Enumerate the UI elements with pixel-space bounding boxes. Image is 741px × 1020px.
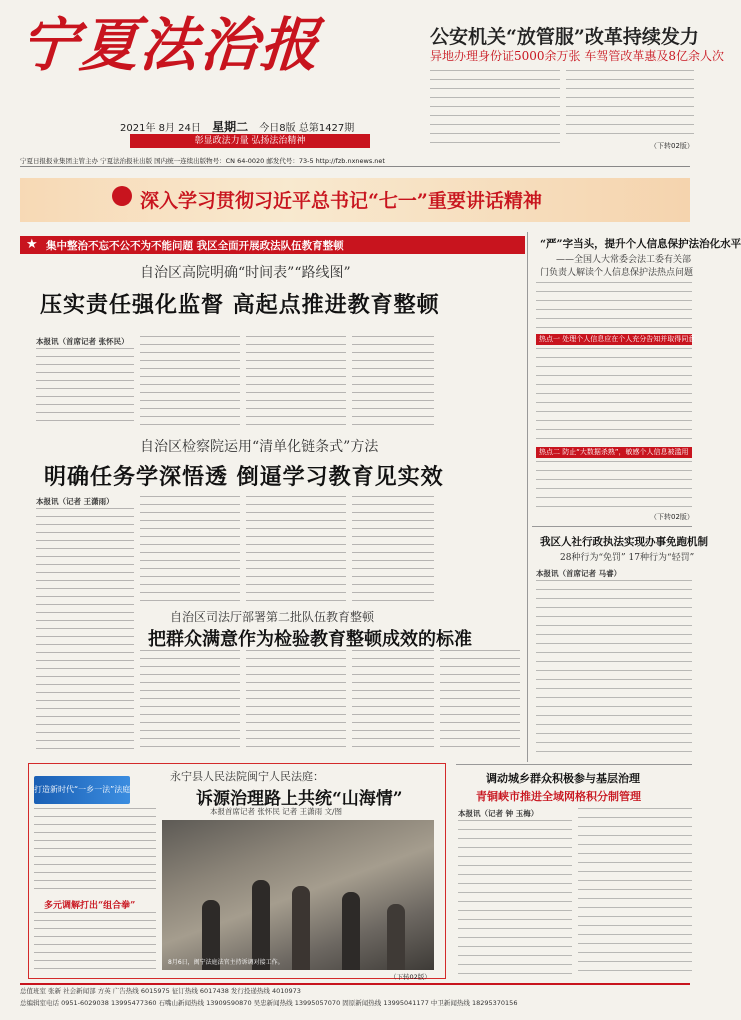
sidebar-divider bbox=[532, 526, 692, 527]
sidebar1-headline: “严”字当头，提升个人信息保护法治化水平 bbox=[540, 238, 741, 250]
sidebar1-body-b bbox=[536, 348, 692, 444]
photo-figure bbox=[387, 904, 405, 970]
photo-figure bbox=[342, 892, 360, 970]
article2-headline: 明确任务学深悟透 倒逼学习教育见实效 bbox=[44, 464, 444, 490]
masthead-weekday: 星期二 bbox=[212, 120, 249, 134]
sidebar2-headline: 我区人社行政执法实现办事免跑机制 bbox=[540, 536, 708, 548]
photo-caption: 8月6日，闽宁法庭法官主持诉调对接工作。 bbox=[168, 959, 284, 966]
feature-subhead: 多元调解打出“组合拳” bbox=[44, 901, 136, 911]
article2-body-col4 bbox=[352, 496, 434, 606]
masthead-date-line bbox=[120, 118, 354, 135]
sidebar3-byline: 本报讯（记者 钟 玉梅） bbox=[458, 809, 539, 818]
article3-body-col5 bbox=[440, 650, 520, 754]
footer-line2: 总值班室 张新 社会新闻部 方英 广告热线 6015975 征订热线 6017438 发行投递热线 4010973 bbox=[20, 987, 301, 995]
article3-body-col3 bbox=[246, 650, 346, 754]
column-divider bbox=[527, 232, 528, 762]
masthead bbox=[17, 10, 410, 120]
sidebar2-sub: 28种行为“免罚” 17种行为“轻罚” bbox=[560, 553, 695, 563]
sidebar1-sub1: ——全国人大常委会法工委有关部 bbox=[556, 255, 692, 265]
top-story-body-left bbox=[430, 70, 560, 150]
article1-body-col3 bbox=[246, 336, 346, 428]
feature-byline: 本报首席记者 张怀民 记者 王潇雨 文/图 bbox=[210, 807, 343, 816]
sidebar1-pill2: 热点二 防止“大数据杀熟”，敏感个人信息被滥用 bbox=[536, 447, 692, 458]
top-story-body-right bbox=[566, 70, 694, 140]
section-bar-star-icon: ★ bbox=[26, 237, 38, 252]
masthead-issue: 今日8版 总第1427期 bbox=[259, 123, 355, 134]
article2-body-col3 bbox=[246, 496, 346, 606]
article3-kicker: 自治区司法厅部署第二批队伍教育整顿 bbox=[170, 610, 375, 624]
article2-byline: 本报讯（记者 王潇雨） bbox=[36, 497, 114, 506]
article1-headline: 压实责任强化监督 高起点推进教育整顿 bbox=[40, 292, 440, 318]
sidebar1-body-a bbox=[536, 282, 692, 332]
sidebar3-sub: 青铜峡市推进全域网格积分制管理 bbox=[476, 790, 641, 803]
section-bar-text: 集中整治不忘不公不为不能问题 我区全面开展政法队伍教育整顿 bbox=[46, 240, 344, 252]
sidebar2-byline: 本报讯（首席记者 马睿） bbox=[536, 569, 622, 578]
footer bbox=[20, 985, 690, 1015]
feature-kicker: 永宁县人民法院闽宁人民法庭： bbox=[170, 770, 324, 783]
footer-line1: 总编辑室电话 0951-6029038 13995477360 石嘴山新闻热线 13909590870 吴忠新闻热线 13995057070 固原新闻热线 13995041177 中卫新闻热线 18295370156 bbox=[20, 999, 518, 1007]
masthead-info-bar: 宁夏日报报业集团主管主办 宁夏法治报社出版 国内统一连续出版物号：CN 64-0020 邮发代号：73-5 http://fzb.nxnews.net bbox=[20, 155, 690, 167]
sidebar1-body-c bbox=[536, 461, 692, 511]
masthead-date: 2021年 8月 24日 bbox=[120, 123, 201, 134]
article3-body-col4 bbox=[352, 650, 434, 754]
photo-figure bbox=[292, 886, 310, 970]
top-story-subhead: 异地办理身份证5000余万张 车驾管改革惠及8亿余人次 bbox=[430, 49, 724, 63]
article2-kicker: 自治区检察院运用“清单化链条式”方法 bbox=[140, 439, 379, 455]
article2-body-col1 bbox=[36, 508, 134, 606]
banner-emblem bbox=[112, 186, 132, 206]
sidebar-divider bbox=[456, 764, 692, 765]
sidebar1-continue: （下转02版） bbox=[650, 513, 694, 521]
masthead-slogan: 彰显政法力量 弘扬法治精神 bbox=[130, 134, 370, 148]
article1-kicker: 自治区高院明确“时间表”“路线图” bbox=[140, 265, 351, 281]
article1-body-col2 bbox=[140, 336, 240, 428]
feature-badge: 打造新时代“一乡一法”法庭 bbox=[34, 776, 130, 804]
article3-body-left bbox=[36, 612, 134, 752]
feature-body-left2 bbox=[34, 912, 156, 974]
article3-headline: 把群众满意作为检验教育整顿成效的标准 bbox=[148, 629, 472, 650]
article1-body-col4 bbox=[352, 336, 434, 428]
feature-continue: （下转02版） bbox=[390, 973, 431, 981]
article1-byline: 本报讯（首席记者 张怀民） bbox=[36, 337, 129, 346]
article3-body-col2 bbox=[140, 650, 240, 754]
sidebar3-headline: 调动城乡群众积极参与基层治理 bbox=[486, 772, 640, 785]
sidebar3-body-col2 bbox=[578, 808, 692, 976]
sidebar1-pill1: 热点一 处理个人信息应在个人充分告知并取得同意 bbox=[536, 334, 692, 345]
feature-headline: 诉源治理路上共统“山海情” bbox=[196, 789, 403, 809]
sidebar2-body bbox=[536, 580, 692, 756]
feature-body-left bbox=[34, 808, 156, 896]
top-story-headline: 公安机关“放管服”改革持续发力 bbox=[430, 26, 699, 48]
banner-text: 深入学习贯彻习近平总书记“七一”重要讲话精神 bbox=[140, 190, 542, 212]
top-story-continue: （下转02版） bbox=[650, 142, 694, 150]
article1-body-col1 bbox=[36, 348, 134, 428]
feature-photo bbox=[162, 820, 434, 970]
sidebar3-body-col1 bbox=[458, 820, 572, 976]
sidebar1-sub2: 门负责人解读个人信息保护法热点问题 bbox=[540, 268, 694, 278]
masthead-title: 宁夏法治报 bbox=[17, 11, 323, 79]
article2-body-col2 bbox=[140, 496, 240, 606]
